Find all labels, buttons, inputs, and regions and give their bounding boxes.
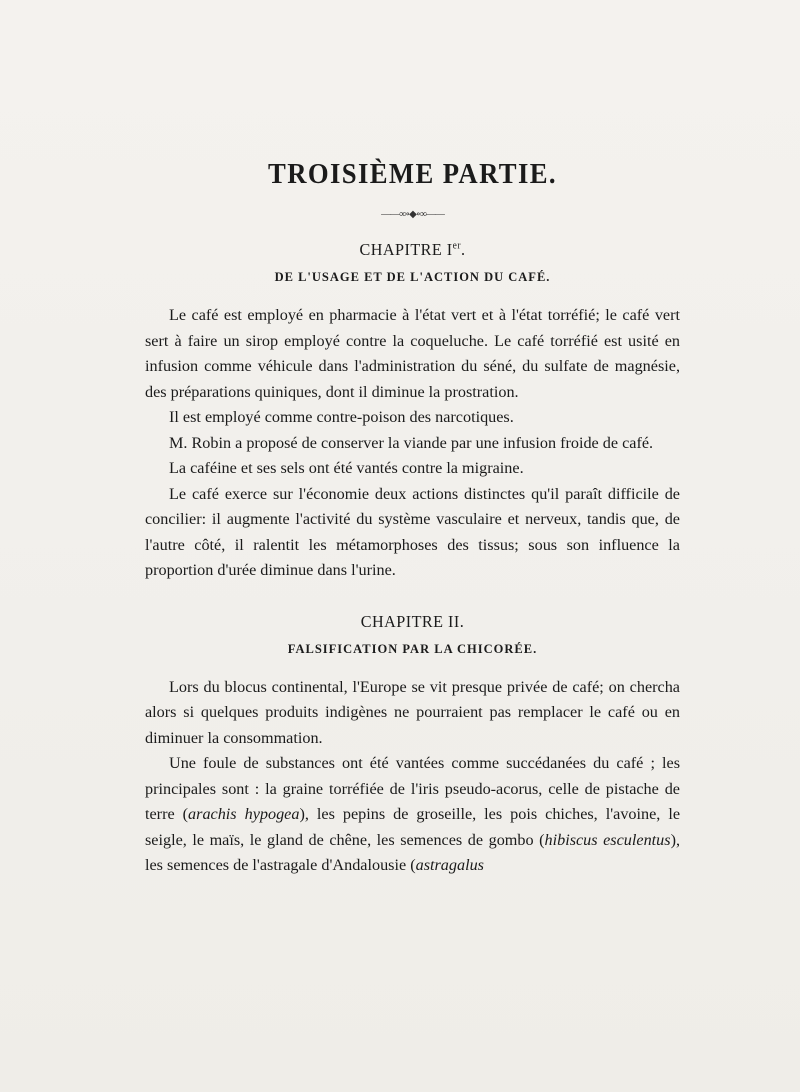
paragraph: La caféine et ses sels ont été vantés contre la migraine. (169, 459, 524, 477)
spacer (145, 584, 680, 612)
paragraph: Lors du blocus continental, l'Europe se vit presque privée de café; on chercha alors si quelques produits indigènes ne pourraient pas remplacer le café ou en diminuer la consommation. (145, 677, 680, 747)
chapter-1-title-end: . (460, 240, 466, 259)
part-title: TROISIÈME PARTIE. (268, 158, 557, 190)
ornament-divider: ——∞∘◆∘∞—— (381, 209, 444, 220)
paragraph: Il est employé comme contre-poison des narcotiques. (169, 408, 514, 426)
text-run: Une foule de substances ont été vantées comme succédanées du café ; les principales sont : la graine torréfiée de l'iris pseudo-acorus, celle de pistache de terre ( (145, 754, 680, 823)
paragraph: Le café exerce sur l'économie deux actions distinctes qu'il paraît difficile de concilier: il augmente l'activité du système vasculaire et nerveux, tandis que, de l'autre côté, il ralentit les métamorphoses des tissus; sous son influence la proportion d'urée diminue dans l'urine. (145, 484, 680, 579)
italic-term: hibiscus esculentus (544, 830, 671, 849)
chapter-2-title: CHAPITRE II. (360, 611, 465, 631)
page-content (145, 158, 680, 879)
text-run: ), les pepins de groseille, les pois chiches, l'avoine, le seigle, le maïs, le gland de chêne, les semences de gombo ( (145, 805, 681, 849)
chapter-2-subtitle: FALSIFICATION PAR LA CHICORÉE. (287, 641, 538, 656)
italic-term: arachis hypogea (188, 805, 300, 823)
paragraph: M. Robin a proposé de conserver la viande par une infusion froide de café. (169, 433, 654, 452)
italic-term: astragalus (415, 856, 484, 874)
chapter-1-title (158, 240, 666, 260)
text-run: ), les semences de l'astragale d'Andalousie ( (145, 830, 680, 874)
chapter-1-title-sup: er (452, 240, 461, 252)
chapter-1-title-text: CHAPITRE I (359, 240, 453, 259)
paragraph: Le café est employé en pharmacie à l'état vert et à l'état torréfié; le café vert sert à faire un sirop employé contre la coqueluche. Le café torréfié est usité en infusion comme véhicule dans l'administration du séné, du sulfate de magnésie, des préparations quiniques, dont il diminue la prostration. (145, 306, 680, 401)
chapter-1-subtitle: DE L'USAGE ET DE L'ACTION DU CAFÉ. (274, 270, 551, 284)
paragraph-with-italics (145, 751, 680, 879)
